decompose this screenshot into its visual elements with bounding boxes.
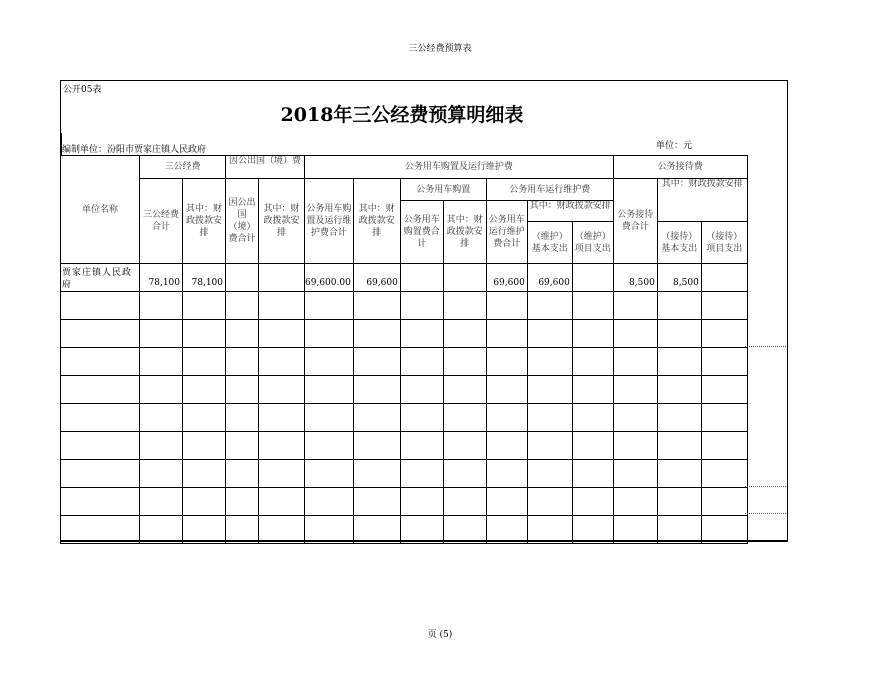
cell-value[interactable]: 69,600 [353, 264, 400, 292]
header-sangong-total: 三公经费合计 [140, 179, 183, 264]
header-abroad-fiscal: 其中：财政拨款安排 [259, 179, 305, 264]
table-row [61, 292, 748, 320]
cell-value[interactable] [259, 348, 305, 376]
cell-value[interactable] [701, 320, 747, 348]
cell-value[interactable] [353, 488, 400, 516]
cell-value[interactable] [701, 292, 747, 320]
cell-value[interactable] [259, 404, 305, 432]
header-sangong-fiscal: 其中：财政拨款安排 [183, 179, 226, 264]
cell-value[interactable] [572, 460, 613, 488]
cell-value[interactable] [183, 404, 226, 432]
cell-value[interactable] [527, 488, 572, 516]
cell-value[interactable]: 69,600 [527, 264, 572, 292]
cell-value[interactable] [527, 376, 572, 404]
cell-value[interactable] [443, 404, 486, 432]
header-abroad-total: 因公出国（境）费合计 [226, 179, 259, 264]
cell-value[interactable] [226, 348, 259, 376]
cell-value[interactable] [613, 432, 657, 460]
cell-value[interactable] [701, 488, 747, 516]
cell-value[interactable] [572, 404, 613, 432]
cell-value[interactable] [305, 432, 354, 460]
cell-value[interactable] [613, 404, 657, 432]
cell-value[interactable] [572, 348, 613, 376]
cell-value[interactable] [701, 404, 747, 432]
header-reception-project: （接待）项目支出 [701, 222, 747, 264]
header-reception-total: 公务接待费合计 [613, 179, 657, 264]
cell-value[interactable] [572, 292, 613, 320]
cell-value[interactable] [572, 264, 613, 292]
header-car-run-fiscal: 其中：财政拨款安排 [527, 201, 613, 222]
cell-value[interactable] [400, 404, 443, 432]
cell-value[interactable] [305, 320, 354, 348]
cell-value[interactable] [400, 320, 443, 348]
cell-value[interactable] [657, 432, 701, 460]
cell-value[interactable] [701, 376, 747, 404]
cell-value[interactable] [613, 376, 657, 404]
table-row [61, 488, 748, 516]
cell-value[interactable] [486, 488, 527, 516]
cell-value[interactable] [226, 320, 259, 348]
cell-unit-name[interactable] [61, 404, 140, 432]
table-row [61, 460, 748, 488]
cell-unit-name[interactable] [61, 292, 140, 320]
cell-value[interactable] [701, 348, 747, 376]
cell-value[interactable] [613, 320, 657, 348]
cell-value[interactable]: 8,500 [657, 264, 701, 292]
cell-value[interactable] [353, 348, 400, 376]
cell-value[interactable] [486, 404, 527, 432]
cell-value[interactable] [353, 460, 400, 488]
cell-value[interactable] [527, 348, 572, 376]
cell-value[interactable] [443, 488, 486, 516]
cell-value[interactable]: 78,100 [140, 264, 183, 292]
header-sangong: 三公经费 [140, 156, 226, 179]
cell-value[interactable] [572, 376, 613, 404]
cell-value[interactable] [400, 348, 443, 376]
cell-value[interactable] [443, 320, 486, 348]
cell-unit-name[interactable] [61, 348, 140, 376]
header-car: 公务用车购置及运行维护费 [305, 156, 614, 179]
cell-value[interactable] [353, 432, 400, 460]
cell-value[interactable] [226, 292, 259, 320]
cell-value[interactable] [183, 376, 226, 404]
header-car-run: 公务用车运行维护费 [486, 179, 613, 201]
cell-value[interactable] [305, 488, 354, 516]
header-reception-fiscal: 其中：财政拨款安排 [657, 179, 747, 222]
header-car-run-basic: （维护）基本支出 [527, 222, 572, 264]
header-reception-basic: （接待）基本支出 [657, 222, 701, 264]
cell-value[interactable] [183, 432, 226, 460]
cell-unit-name[interactable] [61, 320, 140, 348]
cell-value[interactable] [400, 292, 443, 320]
cell-value[interactable] [400, 376, 443, 404]
cell-unit-name[interactable] [61, 488, 140, 516]
cell-value[interactable] [443, 432, 486, 460]
cell-unit-name[interactable] [61, 460, 140, 488]
cell-value[interactable] [486, 292, 527, 320]
header-car-run-total: 公务用车运行维护费合计 [486, 201, 527, 264]
cell-value[interactable] [701, 460, 747, 488]
cell-value[interactable] [140, 460, 183, 488]
cell-value[interactable] [443, 264, 486, 292]
compiling-unit: 编制单位：汾阳市贾家庄镇人民政府 [62, 145, 207, 155]
cell-value[interactable] [527, 432, 572, 460]
cell-value[interactable] [183, 460, 226, 488]
currency-unit: 单位：元 [656, 141, 693, 151]
cell-value[interactable] [657, 404, 701, 432]
cell-value[interactable] [443, 348, 486, 376]
cell-value[interactable] [353, 320, 400, 348]
page-footer: 页 (5) [427, 630, 453, 640]
cell-value[interactable] [226, 376, 259, 404]
cell-value[interactable] [701, 432, 747, 460]
cell-value[interactable] [443, 376, 486, 404]
cell-value[interactable] [259, 292, 305, 320]
cell-value[interactable] [400, 488, 443, 516]
cell-value[interactable] [183, 292, 226, 320]
cell-value[interactable] [226, 264, 259, 292]
cell-value[interactable] [305, 348, 354, 376]
cell-value[interactable] [613, 460, 657, 488]
cell-value[interactable] [226, 488, 259, 516]
cell-value[interactable]: 69,600.00 [305, 264, 354, 292]
header-car-total: 公务用车购置及运行维护费合计 [305, 179, 354, 264]
header-car-fiscal: 其中：财政拨款安排 [353, 179, 400, 264]
cell-value[interactable] [572, 320, 613, 348]
cell-value[interactable] [527, 320, 572, 348]
cell-value[interactable] [613, 488, 657, 516]
cell-unit-name[interactable] [61, 376, 140, 404]
header-car-buy-fiscal: 其中：财政拨款安排 [443, 201, 486, 264]
cell-value[interactable] [305, 460, 354, 488]
table-row [61, 348, 748, 376]
cell-value[interactable] [353, 292, 400, 320]
cell-value[interactable] [259, 376, 305, 404]
cell-value[interactable] [613, 292, 657, 320]
cell-value[interactable] [259, 460, 305, 488]
header-car-buy-total: 公务用车购置费合计 [400, 201, 443, 264]
cell-value[interactable] [305, 292, 354, 320]
header-car-run-project: （维护）项目支出 [572, 222, 613, 264]
cell-value[interactable] [443, 460, 486, 488]
cell-value[interactable]: 78,100 [183, 264, 226, 292]
report-title: 2018年三公经费预算明细表 [280, 104, 524, 126]
cell-value[interactable] [140, 488, 183, 516]
cell-value[interactable] [486, 320, 527, 348]
cell-value[interactable] [657, 488, 701, 516]
cell-value[interactable] [572, 432, 613, 460]
cell-value[interactable] [527, 460, 572, 488]
cell-value[interactable] [140, 348, 183, 376]
cell-value[interactable] [183, 348, 226, 376]
cell-value[interactable] [443, 292, 486, 320]
header-name: 单位名称 [61, 156, 140, 264]
budget-table [60, 155, 748, 544]
cell-value[interactable] [183, 488, 226, 516]
cell-value[interactable] [527, 404, 572, 432]
cell-value[interactable] [613, 348, 657, 376]
dotted-gridline [745, 513, 786, 514]
cell-value[interactable] [140, 320, 183, 348]
cell-value[interactable] [353, 376, 400, 404]
cell-value[interactable] [305, 404, 354, 432]
cell-value[interactable] [486, 376, 527, 404]
cell-value[interactable] [226, 404, 259, 432]
header-reception: 公务接待费 [613, 156, 747, 179]
cell-value[interactable] [353, 404, 400, 432]
cell-value[interactable] [486, 348, 527, 376]
table-row [61, 404, 748, 432]
cell-value[interactable] [701, 264, 747, 292]
cell-value[interactable] [226, 460, 259, 488]
cell-value[interactable] [657, 460, 701, 488]
dotted-gridline [745, 346, 786, 347]
header-car-buy: 公务用车购置 [400, 179, 486, 201]
cell-value[interactable] [140, 404, 183, 432]
cell-value[interactable] [259, 264, 305, 292]
cell-value[interactable] [400, 460, 443, 488]
cell-value[interactable] [259, 320, 305, 348]
cell-value[interactable] [400, 432, 443, 460]
cell-unit-name[interactable] [61, 432, 140, 460]
table-bottom-border [60, 540, 787, 542]
cell-value[interactable] [527, 292, 572, 320]
cell-value[interactable] [572, 488, 613, 516]
form-code: 公开05表 [63, 85, 102, 95]
table-row [61, 320, 748, 348]
cell-value[interactable]: 8,500 [613, 264, 657, 292]
cell-unit-name[interactable]: 贾家庄镇人民政府 [61, 264, 140, 292]
table-row [61, 432, 748, 460]
cell-value[interactable] [140, 292, 183, 320]
cell-value[interactable] [140, 376, 183, 404]
cell-value[interactable] [305, 376, 354, 404]
page-header: 三公经费预算表 [408, 44, 472, 54]
cell-value[interactable] [486, 432, 527, 460]
table-row [61, 376, 748, 404]
cell-value[interactable] [183, 320, 226, 348]
cell-value[interactable] [657, 348, 701, 376]
cell-value[interactable] [226, 432, 259, 460]
table-row [61, 264, 748, 292]
cell-value[interactable]: 69,600 [486, 264, 527, 292]
dotted-gridline [745, 486, 786, 487]
cell-value[interactable] [657, 292, 701, 320]
header-abroad: 因公出国（境）费 [226, 156, 305, 179]
cell-value[interactable] [657, 376, 701, 404]
cell-value[interactable] [657, 320, 701, 348]
cell-value[interactable] [400, 264, 443, 292]
cell-value[interactable] [259, 488, 305, 516]
cell-value[interactable] [259, 432, 305, 460]
cell-value[interactable] [140, 432, 183, 460]
cell-value[interactable] [486, 460, 527, 488]
